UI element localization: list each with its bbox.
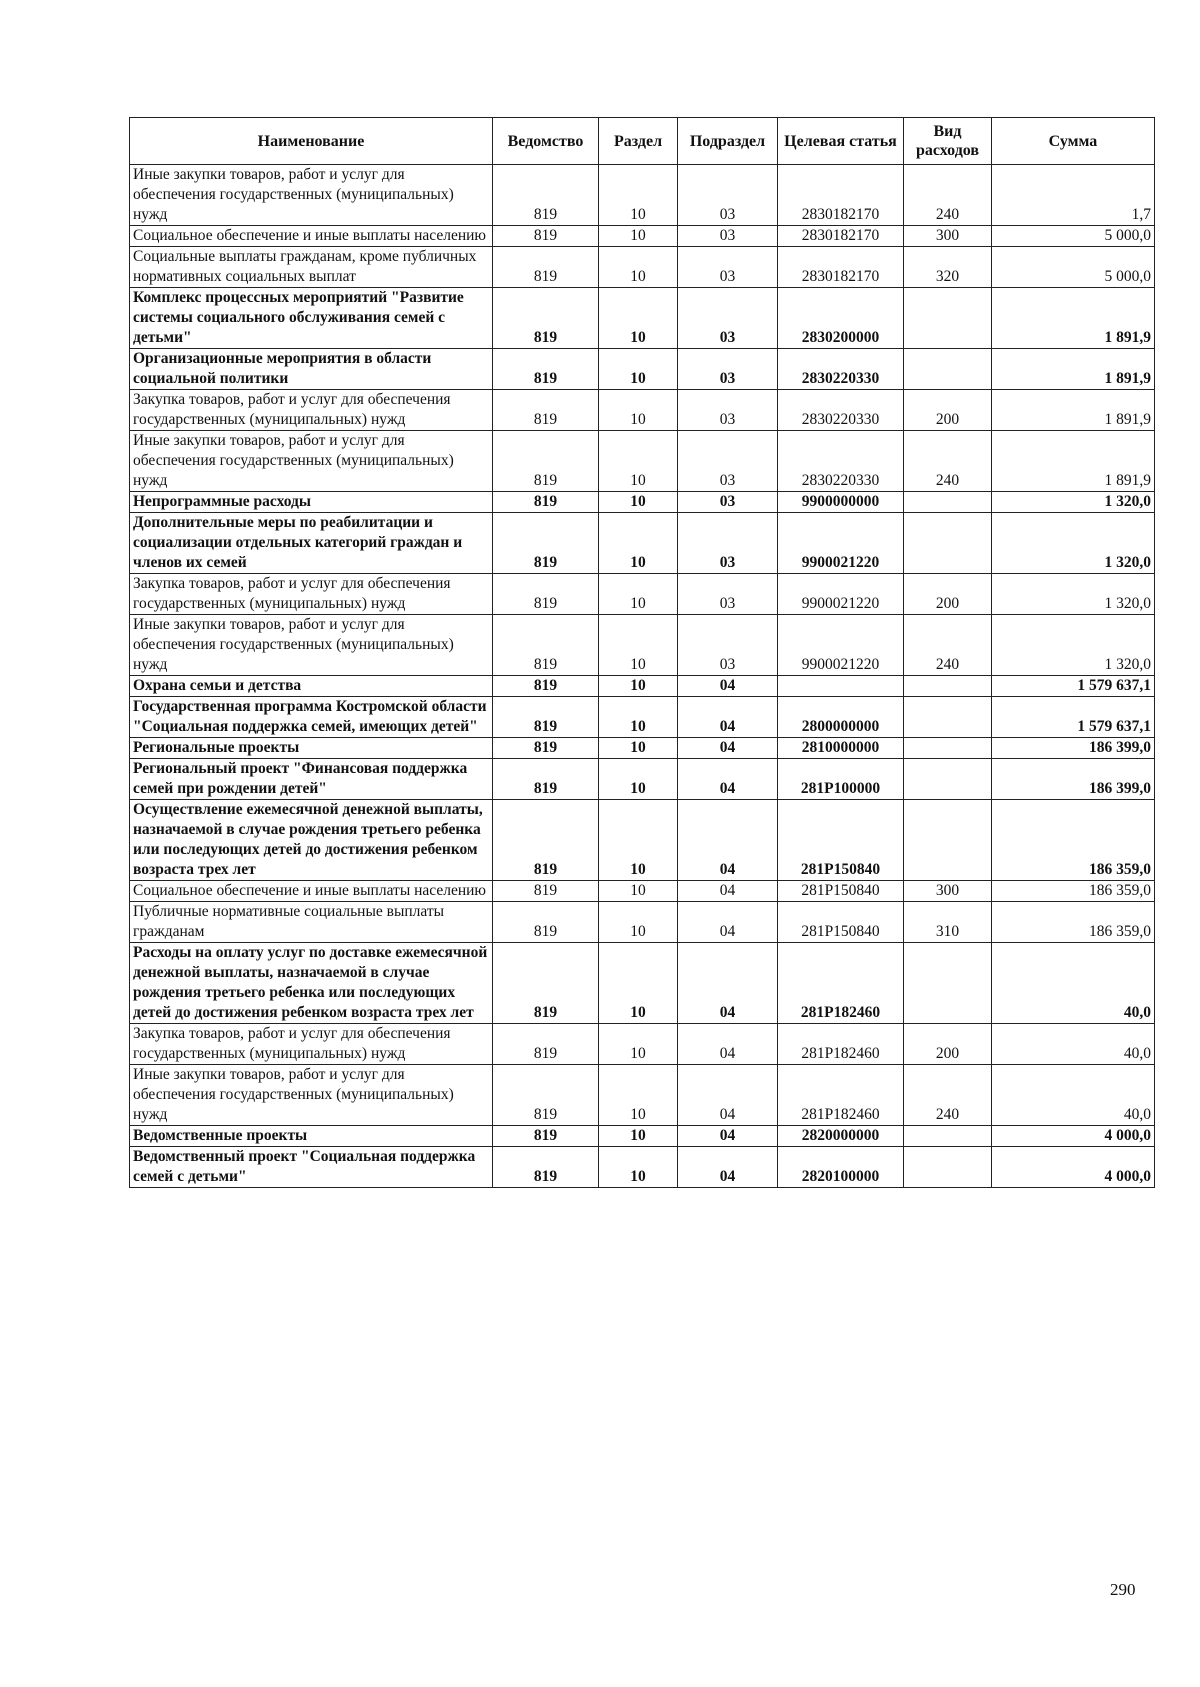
table-row (130, 943, 1155, 1024)
row-section: 10 (599, 738, 678, 759)
row-dept: 819 (493, 574, 599, 615)
row-target: 281Р182460 (778, 943, 904, 1024)
row-name: Иные закупки товаров, работ и услуг для обеспечения государственных (муниципальных) нужд (130, 431, 493, 492)
row-section: 10 (599, 431, 678, 492)
table-row (130, 1126, 1155, 1147)
row-subsection: 03 (678, 492, 778, 513)
table-row (130, 902, 1155, 943)
row-subsection: 03 (678, 431, 778, 492)
row-target: 9900021220 (778, 513, 904, 574)
row-subsection: 03 (678, 288, 778, 349)
row-dept: 819 (493, 902, 599, 943)
row-target: 9900000000 (778, 492, 904, 513)
row-sum: 40,0 (992, 1024, 1155, 1065)
row-sum: 186 359,0 (992, 902, 1155, 943)
row-section: 10 (599, 676, 678, 697)
row-subsection: 03 (678, 513, 778, 574)
row-dept: 819 (493, 1024, 599, 1065)
row-name: Региональный проект "Финансовая поддержка семей при рождении детей" (130, 759, 493, 800)
row-dept: 819 (493, 1065, 599, 1126)
row-section: 10 (599, 492, 678, 513)
row-subsection: 04 (678, 697, 778, 738)
row-type: 240 (904, 615, 992, 676)
row-dept: 819 (493, 165, 599, 226)
row-dept: 819 (493, 676, 599, 697)
table-header-row (130, 118, 1155, 165)
table-row (130, 800, 1155, 881)
row-section: 10 (599, 1126, 678, 1147)
row-type: 300 (904, 226, 992, 247)
row-section: 10 (599, 902, 678, 943)
row-subsection: 04 (678, 759, 778, 800)
row-sum: 4 000,0 (992, 1126, 1155, 1147)
row-type (904, 759, 992, 800)
row-target: 281Р100000 (778, 759, 904, 800)
row-subsection: 04 (678, 881, 778, 902)
row-subsection: 03 (678, 349, 778, 390)
row-target: 2830220330 (778, 431, 904, 492)
row-target: 9900021220 (778, 615, 904, 676)
row-type (904, 492, 992, 513)
row-sum: 40,0 (992, 1065, 1155, 1126)
row-name: Закупка товаров, работ и услуг для обеспечения государственных (муниципальных) нужд (130, 1024, 493, 1065)
row-target: 2830182170 (778, 247, 904, 288)
row-type: 200 (904, 1024, 992, 1065)
table-row (130, 881, 1155, 902)
table-row (130, 349, 1155, 390)
row-subsection: 03 (678, 615, 778, 676)
row-section: 10 (599, 697, 678, 738)
row-sum: 186 399,0 (992, 759, 1155, 800)
row-target: 2800000000 (778, 697, 904, 738)
row-target: 281Р150840 (778, 800, 904, 881)
row-name: Расходы на оплату услуг по доставке ежемесячной денежной выплаты, назначаемой в случае рождения третьего ребенка или последующих детей до достижения ребенком возраста трех лет (130, 943, 493, 1024)
row-name: Социальное обеспечение и иные выплаты населению (130, 226, 493, 247)
table-row (130, 697, 1155, 738)
row-target: 2830182170 (778, 165, 904, 226)
row-type (904, 1147, 992, 1188)
row-sum: 1 320,0 (992, 615, 1155, 676)
row-sum: 1 320,0 (992, 513, 1155, 574)
row-name: Ведомственные проекты (130, 1126, 493, 1147)
row-dept: 819 (493, 1126, 599, 1147)
row-subsection: 04 (678, 1147, 778, 1188)
table-row (130, 513, 1155, 574)
table-row (130, 759, 1155, 800)
row-name: Организационные мероприятия в области социальной политики (130, 349, 493, 390)
row-dept: 819 (493, 615, 599, 676)
row-dept: 819 (493, 288, 599, 349)
row-subsection: 03 (678, 247, 778, 288)
row-subsection: 03 (678, 574, 778, 615)
budget-table (129, 117, 1155, 1188)
table-row (130, 390, 1155, 431)
table-row (130, 574, 1155, 615)
row-section: 10 (599, 1147, 678, 1188)
table-row (130, 1024, 1155, 1065)
row-dept: 819 (493, 738, 599, 759)
row-name: Охрана семьи и детства (130, 676, 493, 697)
row-subsection: 03 (678, 165, 778, 226)
row-target: 281Р150840 (778, 902, 904, 943)
row-sum: 186 359,0 (992, 881, 1155, 902)
row-section: 10 (599, 288, 678, 349)
row-name: Государственная программа Костромской области "Социальная поддержка семей, имеющих детей" (130, 697, 493, 738)
row-name: Комплекс процессных мероприятий "Развитие системы социального обслуживания семей с детьми" (130, 288, 493, 349)
row-subsection: 04 (678, 943, 778, 1024)
row-dept: 819 (493, 390, 599, 431)
row-target: 281Р182460 (778, 1024, 904, 1065)
row-name: Иные закупки товаров, работ и услуг для обеспечения государственных (муниципальных) нужд (130, 1065, 493, 1126)
row-type: 240 (904, 1065, 992, 1126)
row-name: Закупка товаров, работ и услуг для обеспечения государственных (муниципальных) нужд (130, 574, 493, 615)
row-type (904, 676, 992, 697)
row-name: Социальные выплаты гражданам, кроме публичных нормативных социальных выплат (130, 247, 493, 288)
row-subsection: 04 (678, 902, 778, 943)
table-row (130, 615, 1155, 676)
row-dept: 819 (493, 881, 599, 902)
row-section: 10 (599, 226, 678, 247)
row-section: 10 (599, 1065, 678, 1126)
row-section: 10 (599, 800, 678, 881)
row-sum: 1 891,9 (992, 390, 1155, 431)
header-name: Наименование (130, 118, 493, 165)
row-dept: 819 (493, 349, 599, 390)
row-target: 2810000000 (778, 738, 904, 759)
row-name: Непрограммные расходы (130, 492, 493, 513)
header-dept: Ведомство (493, 118, 599, 165)
row-section: 10 (599, 574, 678, 615)
row-type: 240 (904, 431, 992, 492)
row-target: 2830220330 (778, 349, 904, 390)
row-section: 10 (599, 513, 678, 574)
row-name: Социальное обеспечение и иные выплаты населению (130, 881, 493, 902)
header-subsection: Подраздел (678, 118, 778, 165)
row-sum: 40,0 (992, 943, 1155, 1024)
header-target: Целевая статья (778, 118, 904, 165)
row-type (904, 1126, 992, 1147)
row-name: Ведомственный проект "Социальная поддержка семей с детьми" (130, 1147, 493, 1188)
row-type (904, 513, 992, 574)
table-row (130, 247, 1155, 288)
table-row (130, 1065, 1155, 1126)
row-subsection: 03 (678, 390, 778, 431)
row-sum: 4 000,0 (992, 1147, 1155, 1188)
row-target: 281Р150840 (778, 881, 904, 902)
row-type (904, 288, 992, 349)
row-name: Иные закупки товаров, работ и услуг для обеспечения государственных (муниципальных) нужд (130, 165, 493, 226)
row-dept: 819 (493, 431, 599, 492)
row-name: Региональные проекты (130, 738, 493, 759)
row-name: Осуществление ежемесячной денежной выплаты, назначаемой в случае рождения третьего ребенка или последующих детей до достижения ребенком возраста трех лет (130, 800, 493, 881)
row-name: Иные закупки товаров, работ и услуг для обеспечения государственных (муниципальных) нужд (130, 615, 493, 676)
row-sum: 1 891,9 (992, 288, 1155, 349)
table-row (130, 165, 1155, 226)
row-type (904, 349, 992, 390)
row-sum: 5 000,0 (992, 247, 1155, 288)
row-sum: 1 891,9 (992, 431, 1155, 492)
row-section: 10 (599, 615, 678, 676)
row-subsection: 03 (678, 226, 778, 247)
row-sum: 1 579 637,1 (992, 676, 1155, 697)
row-subsection: 04 (678, 738, 778, 759)
row-type: 240 (904, 165, 992, 226)
row-dept: 819 (493, 247, 599, 288)
row-target: 281Р182460 (778, 1065, 904, 1126)
row-subsection: 04 (678, 1126, 778, 1147)
row-target: 2820100000 (778, 1147, 904, 1188)
row-sum: 186 399,0 (992, 738, 1155, 759)
row-type: 300 (904, 881, 992, 902)
row-type: 320 (904, 247, 992, 288)
row-section: 10 (599, 349, 678, 390)
row-target: 2820000000 (778, 1126, 904, 1147)
row-section: 10 (599, 1024, 678, 1065)
row-target: 2830220330 (778, 390, 904, 431)
row-target: 2830182170 (778, 226, 904, 247)
row-dept: 819 (493, 513, 599, 574)
row-dept: 819 (493, 759, 599, 800)
page-number: 290 (1110, 1580, 1136, 1599)
row-subsection: 04 (678, 1024, 778, 1065)
header-type: Вид расходов (904, 118, 992, 165)
row-type: 200 (904, 390, 992, 431)
row-name: Закупка товаров, работ и услуг для обеспечения государственных (муниципальных) нужд (130, 390, 493, 431)
row-target: 9900021220 (778, 574, 904, 615)
table-row (130, 288, 1155, 349)
row-dept: 819 (493, 226, 599, 247)
row-subsection: 04 (678, 800, 778, 881)
row-sum: 186 359,0 (992, 800, 1155, 881)
row-subsection: 04 (678, 676, 778, 697)
table-row (130, 738, 1155, 759)
row-sum: 1 320,0 (992, 574, 1155, 615)
row-sum: 1 891,9 (992, 349, 1155, 390)
row-target: 2830200000 (778, 288, 904, 349)
row-dept: 819 (493, 697, 599, 738)
row-type: 310 (904, 902, 992, 943)
row-type (904, 800, 992, 881)
header-sum: Сумма (992, 118, 1155, 165)
row-section: 10 (599, 165, 678, 226)
row-name: Публичные нормативные социальные выплаты гражданам (130, 902, 493, 943)
row-dept: 819 (493, 492, 599, 513)
row-type: 200 (904, 574, 992, 615)
row-sum: 1,7 (992, 165, 1155, 226)
table-row (130, 226, 1155, 247)
table-row (130, 676, 1155, 697)
row-name: Дополнительные меры по реабилитации и социализации отдельных категорий граждан и членов их семей (130, 513, 493, 574)
row-dept: 819 (493, 943, 599, 1024)
row-type (904, 943, 992, 1024)
row-type (904, 738, 992, 759)
row-section: 10 (599, 881, 678, 902)
row-section: 10 (599, 943, 678, 1024)
row-dept: 819 (493, 1147, 599, 1188)
row-section: 10 (599, 247, 678, 288)
row-dept: 819 (493, 800, 599, 881)
row-type (904, 697, 992, 738)
row-subsection: 04 (678, 1065, 778, 1126)
row-sum: 1 320,0 (992, 492, 1155, 513)
table-row (130, 431, 1155, 492)
row-section: 10 (599, 759, 678, 800)
table-row (130, 492, 1155, 513)
header-section: Раздел (599, 118, 678, 165)
table-row (130, 1147, 1155, 1188)
row-sum: 5 000,0 (992, 226, 1155, 247)
row-sum: 1 579 637,1 (992, 697, 1155, 738)
row-target (778, 676, 904, 697)
row-section: 10 (599, 390, 678, 431)
